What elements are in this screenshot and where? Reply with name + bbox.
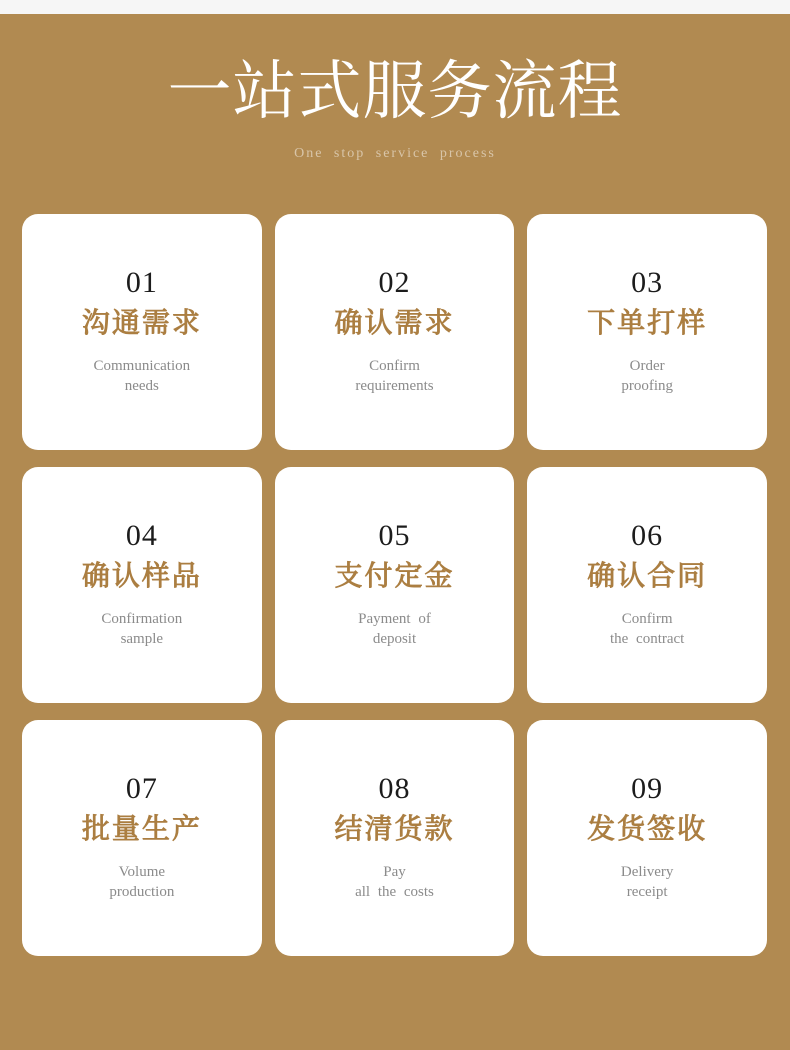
- step-subtitle-en: [610, 609, 684, 649]
- step-number: 07: [125, 772, 158, 806]
- step-title-zh: 确认样品: [81, 561, 202, 593]
- step-subtitle-en: [101, 609, 182, 649]
- step-card-5: [275, 467, 515, 703]
- step-number: 06: [631, 519, 664, 553]
- step-subtitle-en: [109, 862, 174, 902]
- page-subtitle: One stop service process: [294, 146, 496, 162]
- step-subtitle-line1: Delivery: [620, 864, 674, 881]
- step-number: 08: [378, 772, 411, 806]
- step-subtitle-line2: receipt: [626, 884, 668, 901]
- step-number: 04: [125, 519, 158, 553]
- step-number: 02: [378, 266, 411, 300]
- step-card-6: [527, 467, 767, 703]
- step-subtitle-line1: Confirm: [621, 611, 673, 628]
- step-title-zh: 确认合同: [587, 561, 708, 593]
- step-subtitle-line1: Communication: [93, 358, 191, 375]
- step-number: 05: [378, 519, 411, 553]
- step-subtitle-line2: needs: [124, 378, 159, 395]
- step-card-9: [527, 720, 767, 956]
- page-title: 一站式服务流程: [167, 56, 623, 127]
- step-subtitle-en: [621, 356, 673, 396]
- step-card-4: [22, 467, 262, 703]
- step-card-1: [22, 214, 262, 450]
- step-title-zh: 下单打样: [587, 308, 708, 340]
- step-card-7: [22, 720, 262, 956]
- step-subtitle-line2: sample: [120, 631, 164, 648]
- steps-grid: [22, 214, 767, 956]
- step-subtitle-en: [358, 609, 431, 649]
- step-subtitle-line2: requirements: [355, 378, 434, 395]
- step-title-zh: 发货签收: [587, 814, 708, 846]
- step-subtitle-line1: Confirmation: [101, 611, 183, 628]
- top-bar: [0, 0, 790, 14]
- step-subtitle-en: [93, 356, 190, 396]
- step-title-zh: 结清货款: [334, 814, 455, 846]
- step-subtitle-line1: Pay: [383, 864, 406, 881]
- step-number: 09: [631, 772, 664, 806]
- step-subtitle-line2: all the costs: [355, 884, 434, 901]
- step-subtitle-line1: Volume: [118, 864, 166, 881]
- step-subtitle-en: [621, 862, 673, 902]
- step-subtitle-line2: proofing: [621, 378, 673, 395]
- step-title-zh: 沟通需求: [81, 308, 202, 340]
- step-subtitle-line2: the contract: [609, 631, 685, 648]
- step-title-zh: 批量生产: [81, 814, 202, 846]
- step-card-2: [275, 214, 515, 450]
- step-title-zh: 支付定金: [334, 561, 455, 593]
- step-subtitle-line2: deposit: [372, 631, 417, 648]
- step-card-8: [275, 720, 515, 956]
- step-subtitle-en: [355, 356, 433, 396]
- step-card-3: [527, 214, 767, 450]
- step-number: 03: [631, 266, 664, 300]
- step-subtitle-en: [355, 862, 434, 902]
- step-subtitle-line1: Confirm: [369, 358, 420, 375]
- step-number: 01: [125, 266, 158, 300]
- step-subtitle-line1: Order: [629, 358, 665, 375]
- step-subtitle-line2: production: [109, 884, 175, 901]
- header: [0, 58, 790, 162]
- step-subtitle-line1: Payment of: [358, 611, 431, 628]
- step-title-zh: 确认需求: [334, 308, 455, 340]
